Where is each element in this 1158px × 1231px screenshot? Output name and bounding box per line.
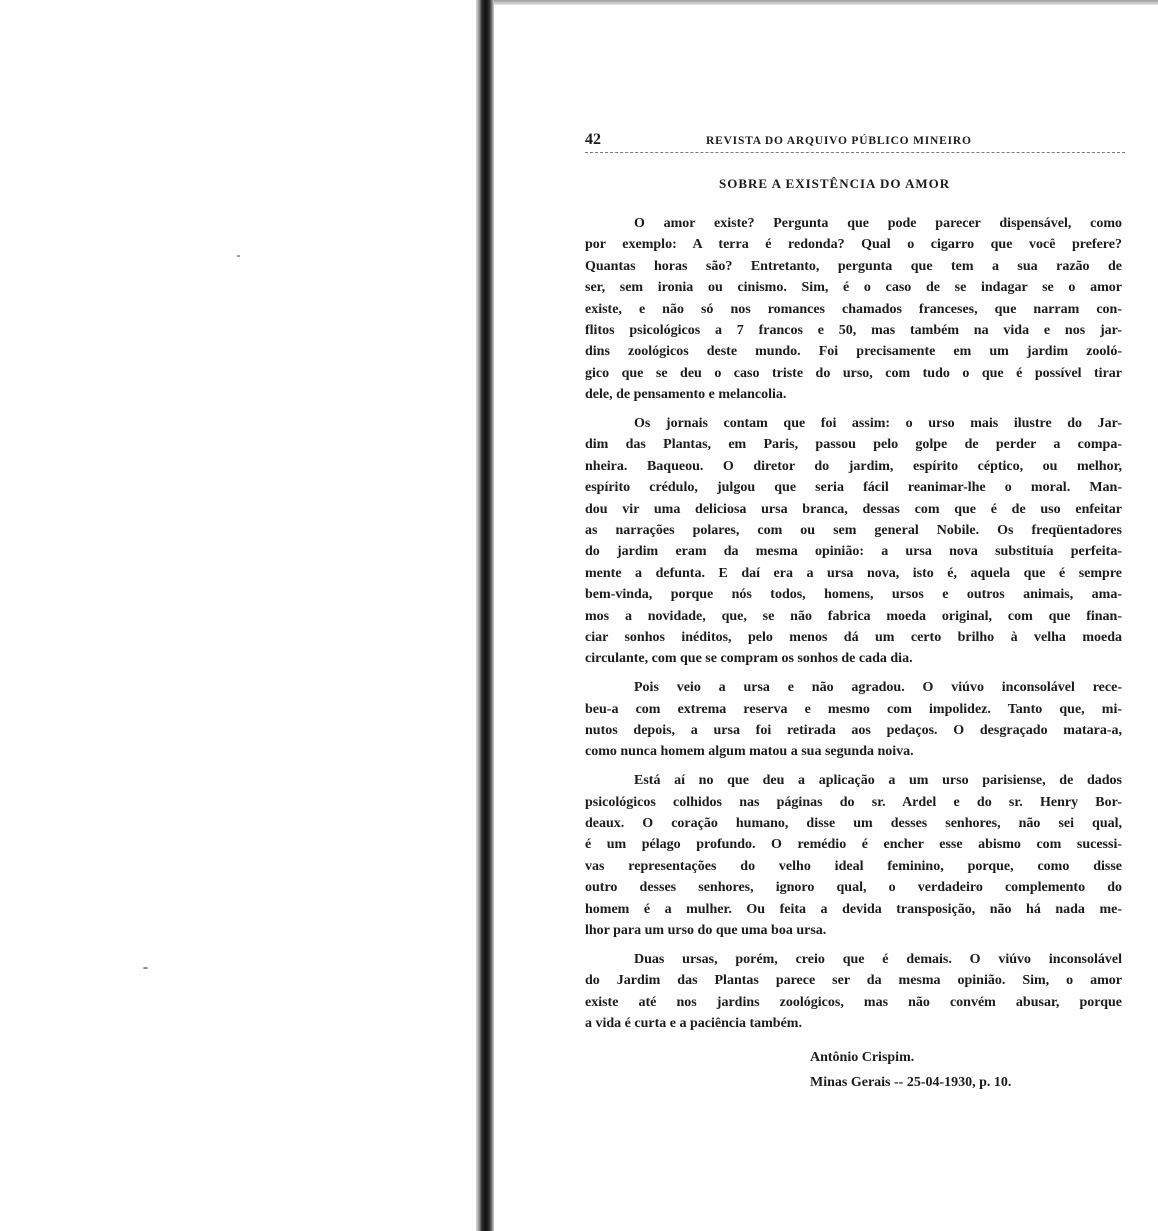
text-line: do jardim eram da mesma opinião: a ursa nova substituía perfeita- xyxy=(585,544,1122,560)
text-line: mos a novidade, que, se não fabrica moeda original, com que finan- xyxy=(585,608,1122,624)
paragraph xyxy=(585,770,1122,941)
text-line: mente a defunta. E daí era a ursa nova, isto é, aquela que é sempre xyxy=(585,565,1122,581)
text-line: outro desses senhores, ignoro qual, o verdadeiro complemento do xyxy=(585,880,1122,896)
text-line: vas representações do velho ideal feminino, porque, como disse xyxy=(585,858,1122,874)
book-gutter xyxy=(476,0,494,1231)
signature-author: Antônio Crispim. xyxy=(810,1050,915,1065)
header-rule xyxy=(585,152,1125,153)
text-line: deaux. O coração humano, disse um desses senhores, não sei qual, xyxy=(585,816,1122,832)
article-title: SOBRE A EXISTÊNCIA DO AMOR xyxy=(719,176,951,191)
text-line: bem-vinda, porque nós todos, homens, ursos e outros animais, ama- xyxy=(585,587,1122,603)
page-top-edge xyxy=(494,0,1158,5)
article-body xyxy=(585,213,1122,1042)
running-title: REVISTA DO ARQUIVO PÚBLICO MINEIRO xyxy=(706,135,972,147)
text-line: nutos depois, a ursa foi retirada aos pedaços. O desgraçado matara-a, xyxy=(585,722,1122,738)
text-line: dins zoológicos deste mundo. Foi precisamente em um jardim zooló- xyxy=(585,344,1122,360)
text-line: existe, e não só nos romances chamados franceses, que narram con- xyxy=(585,301,1122,317)
text-line: beu-a com extrema reserva e mesmo com impolidez. Tanto que, mi- xyxy=(585,701,1122,717)
paper-speck xyxy=(143,967,148,969)
text-line: homem é a mulher. Ou feita a devida transposição, não há nada me- xyxy=(585,901,1122,917)
text-line: Pois veio a ursa e não agradou. O viúvo inconsolável rece- xyxy=(634,680,1122,696)
text-line: Duas ursas, porém, creio que é demais. O viúvo inconsolável xyxy=(634,951,1122,967)
text-line: Está aí no que deu a aplicação a um urso parisiense, de dados xyxy=(634,773,1122,789)
paragraph xyxy=(585,213,1122,406)
signature-block xyxy=(810,1045,1110,1095)
paragraph xyxy=(585,677,1122,763)
text-line: do Jardim das Plantas parece ser da mesma opinião. Sim, o amor xyxy=(585,973,1122,989)
text-line: dele, de pensamento e melancolia. xyxy=(585,387,787,403)
text-line: por exemplo: A terra é redonda? Qual o cigarro que você prefere? xyxy=(585,237,1122,253)
text-line: como nunca homem algum matou a sua segunda noiva. xyxy=(585,744,914,760)
text-line: é um pélago profundo. O remédio é encher esse abismo com sucessi- xyxy=(585,837,1122,853)
text-line: ciar sonhos inéditos, pelo menos dá um certo brilho à velha moeda xyxy=(585,629,1122,645)
text-line: a vida é curta e a paciência também. xyxy=(585,1016,802,1032)
text-line: lhor para um urso do que uma boa ursa. xyxy=(585,923,827,938)
blank-left-page xyxy=(0,0,476,1231)
text-line: psicológicos colhidos nas páginas do sr. Ardel e do sr. Henry Bor- xyxy=(585,794,1122,810)
text-line: dim das Plantas, em Paris, passou pelo golpe de perder a compa- xyxy=(585,437,1122,453)
text-line: flitos psicológicos a 7 francos e 50, mas também na vida e nos jar- xyxy=(585,322,1122,338)
text-line: as narrações polares, com ou sem general Nobile. Os freqüentadores xyxy=(585,522,1122,538)
paper-speck xyxy=(237,255,240,257)
signature-source: Minas Gerais -- 25-04-1930, p. 10. xyxy=(810,1075,1012,1090)
paragraph xyxy=(585,949,1122,1035)
text-line: dou vir uma deliciosa ursa branca, dessas com que é de uso enfeitar xyxy=(585,501,1122,517)
text-line: existe até nos jardins zoológicos, mas não convém abusar, porque xyxy=(585,994,1122,1010)
text-line: ser, sem ironia ou cinismo. Sim, é o caso de se indagar se o amor xyxy=(585,280,1122,296)
text-line: Quantas horas são? Entretanto, pergunta que tem a sua razão de xyxy=(585,258,1122,274)
text-line: gico que se deu o caso triste do urso, com tudo o que é possível tirar xyxy=(585,365,1122,381)
text-line: espírito crédulo, julgou que seria fácil reanimar-lhe o moral. Man- xyxy=(585,480,1122,496)
text-line: nheira. Baqueou. O diretor do jardim, espírito céptico, ou melhor, xyxy=(585,458,1122,474)
text-line: O amor existe? Pergunta que pode parecer dispensável, como xyxy=(634,216,1122,231)
text-line: circulante, com que se compram os sonhos de cada dia. xyxy=(585,651,913,667)
text-line: Os jornais contam que foi assim: o urso mais ilustre do Jar- xyxy=(634,416,1122,432)
paragraph xyxy=(585,413,1122,670)
page-number: 42 xyxy=(585,131,601,148)
